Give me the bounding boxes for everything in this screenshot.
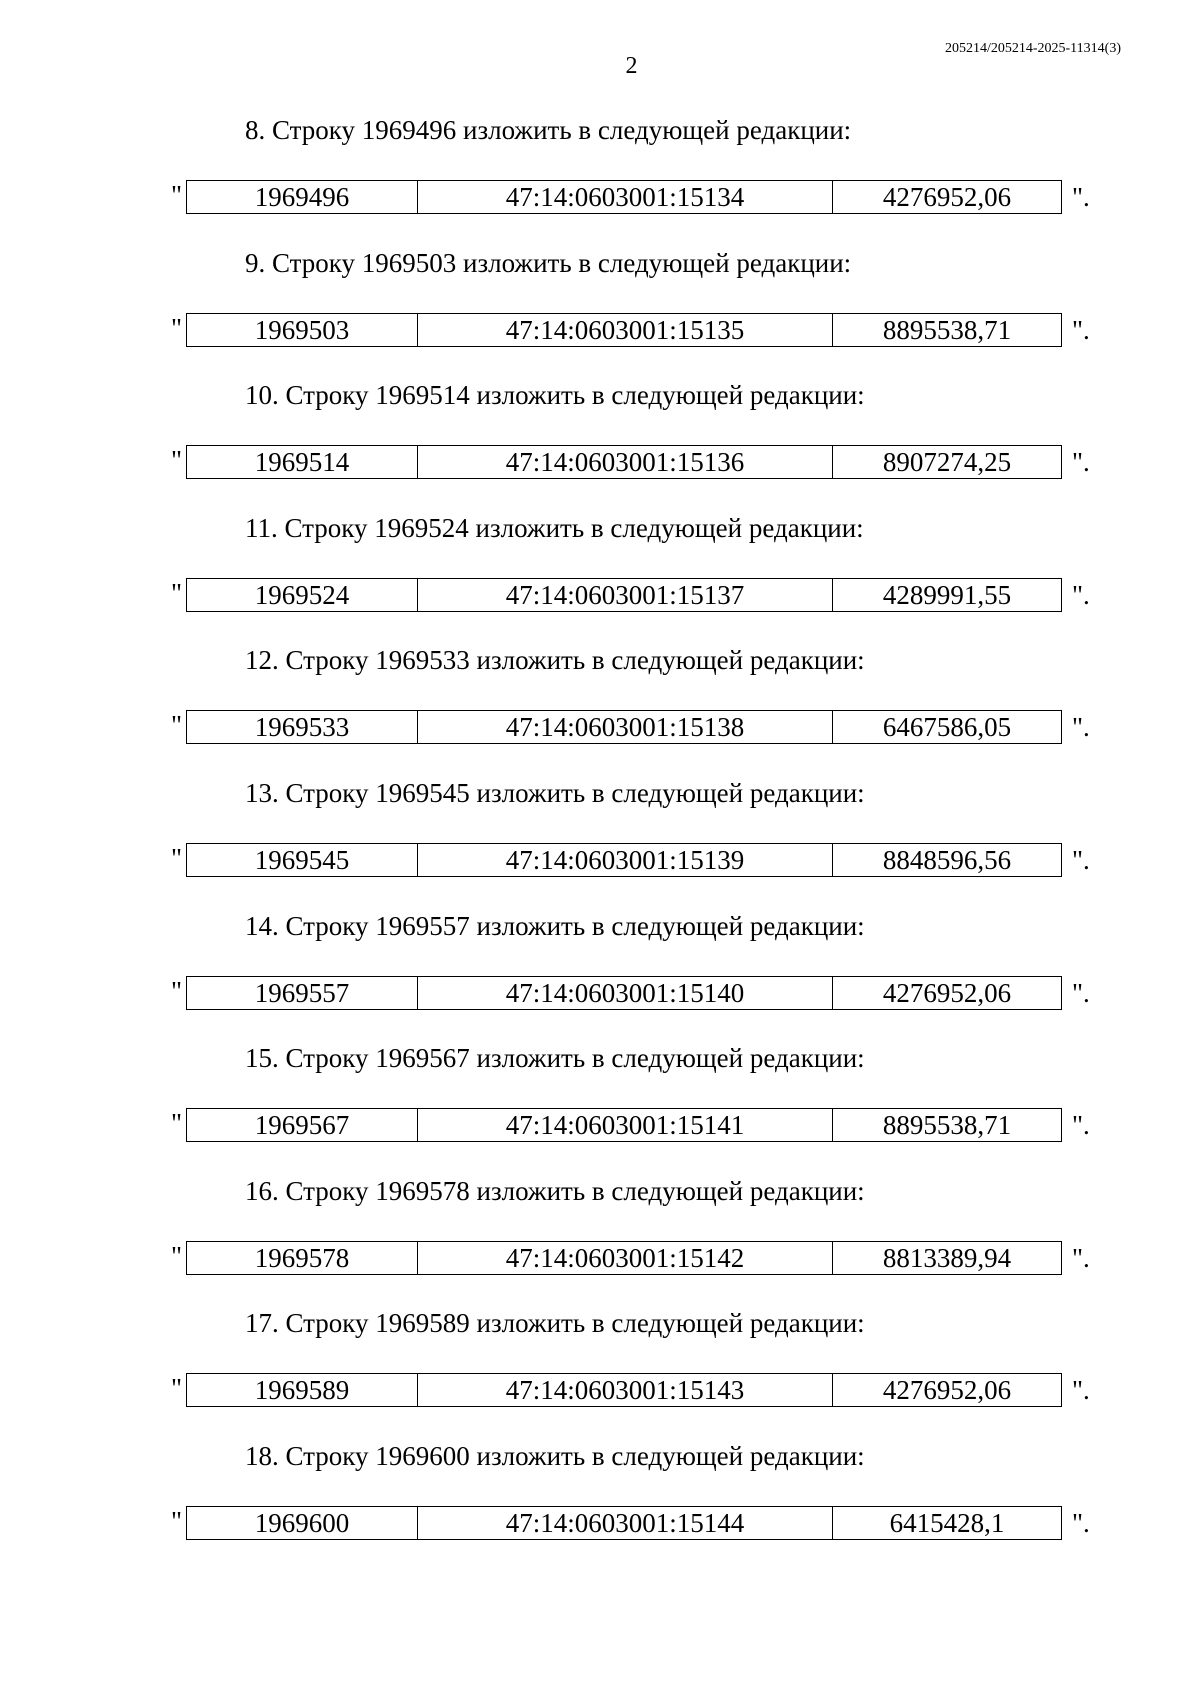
amendment-item (0, 244, 1200, 377)
row-number-cell: 1969600 (254, 1507, 350, 1538)
cadastral-value-cell: 8848596,56 (832, 844, 1061, 876)
cadastral-value-cell: 4289991,55 (832, 579, 1061, 611)
amendment-item (0, 376, 1200, 509)
row-number-cell: 1969578 (254, 1242, 350, 1273)
opening-quote: " (171, 180, 183, 210)
closing-quote: ". (1072, 1242, 1090, 1273)
amendment-item (0, 1304, 1200, 1437)
amendment-row-table (186, 1506, 1062, 1540)
cadastral-number-cell: 47:14:0603001:15135 (417, 314, 832, 346)
amendment-item (0, 1172, 1200, 1305)
document-id: 205214/205214-2025-11314(3) (944, 41, 1121, 56)
amendment-row-table (186, 843, 1062, 877)
cadastral-number-cell: 47:14:0603001:15136 (417, 446, 832, 478)
amendment-instruction: 16. Строку 1969578 изложить в следующей редакции: (245, 1175, 865, 1206)
opening-quote: " (171, 312, 183, 343)
cadastral-value-cell: 6467586,05 (832, 711, 1061, 743)
amendment-row-table (186, 1241, 1062, 1275)
amendment-instruction: 9. Строку 1969503 изложить в следующей редакции: (245, 247, 852, 278)
cadastral-value-cell: 4276952,06 (832, 181, 1061, 213)
closing-quote: ". (1072, 712, 1090, 743)
cadastral-number-cell: 47:14:0603001:15144 (417, 1507, 832, 1539)
amendment-instruction: 8. Строку 1969496 изложить в следующей редакции: (245, 115, 852, 145)
closing-quote: ". (1072, 579, 1090, 610)
opening-quote: " (171, 710, 183, 741)
opening-quote: " (171, 1240, 183, 1271)
amendment-row-table (186, 445, 1062, 479)
cadastral-number-cell: 47:14:0603001:15143 (417, 1374, 832, 1406)
amendment-row-table (186, 1373, 1062, 1407)
cadastral-number-cell: 47:14:0603001:15142 (417, 1242, 832, 1274)
opening-quote: " (171, 975, 183, 1006)
row-number-cell: 1969496 (254, 182, 350, 212)
cadastral-value-cell: 8895538,71 (832, 1109, 1061, 1141)
closing-quote: ". (1072, 1375, 1090, 1406)
amendment-row-table (186, 313, 1062, 347)
cadastral-number-cell: 47:14:0603001:15134 (417, 181, 832, 213)
cadastral-value-cell: 6415428,1 (832, 1507, 1061, 1539)
amendment-instruction: 18. Строку 1969600 изложить в следующей редакции: (245, 1440, 865, 1471)
amendment-item (0, 111, 1200, 244)
opening-quote: " (171, 445, 183, 476)
amendment-row-table (186, 180, 1062, 214)
amendment-row-table (186, 976, 1062, 1010)
amendment-row-table (186, 1108, 1062, 1142)
amendment-list (0, 111, 1200, 1570)
cadastral-number-cell: 47:14:0603001:15138 (417, 711, 832, 743)
cadastral-value-cell: 8895538,71 (832, 314, 1061, 346)
row-number-cell: 1969557 (254, 977, 350, 1008)
amendment-item (0, 907, 1200, 1040)
amendment-item (0, 509, 1200, 642)
amendment-instruction: 12. Строку 1969533 изложить в следующей редакции: (245, 645, 865, 676)
amendment-instruction: 15. Строку 1969567 изложить в следующей редакции: (245, 1043, 865, 1074)
closing-quote: ". (1072, 1110, 1090, 1141)
cadastral-value-cell: 8813389,94 (832, 1242, 1061, 1274)
cadastral-value-cell: 4276952,06 (832, 977, 1061, 1009)
cadastral-value-cell: 8907274,25 (832, 446, 1061, 478)
closing-quote: ". (1072, 182, 1090, 212)
amendment-item (0, 1437, 1200, 1570)
row-number-cell: 1969545 (254, 844, 350, 875)
amendment-instruction: 17. Строку 1969589 изложить в следующей редакции: (245, 1308, 865, 1339)
amendment-item (0, 641, 1200, 774)
amendment-item (0, 1039, 1200, 1172)
cadastral-number-cell: 47:14:0603001:15140 (417, 977, 832, 1009)
amendment-instruction: 11. Строку 1969524 изложить в следующей редакции: (245, 512, 864, 543)
row-number-cell: 1969514 (254, 447, 350, 478)
closing-quote: ". (1072, 447, 1090, 478)
closing-quote: ". (1072, 977, 1090, 1008)
cadastral-number-cell: 47:14:0603001:15141 (417, 1109, 832, 1141)
row-number-cell: 1969533 (254, 712, 350, 743)
row-number-cell: 1969503 (254, 314, 350, 345)
amendment-instruction: 10. Строку 1969514 изложить в следующей редакции: (245, 380, 865, 411)
closing-quote: ". (1072, 1507, 1090, 1538)
cadastral-number-cell: 47:14:0603001:15137 (417, 579, 832, 611)
opening-quote: " (171, 1505, 183, 1536)
row-number-cell: 1969589 (254, 1375, 350, 1406)
amendment-item (0, 774, 1200, 907)
opening-quote: " (171, 1373, 183, 1404)
row-number-cell: 1969524 (254, 579, 350, 610)
amendment-instruction: 14. Строку 1969557 изложить в следующей редакции: (245, 910, 865, 941)
amendment-row-table (186, 578, 1062, 612)
opening-quote: " (171, 577, 183, 608)
cadastral-value-cell: 4276952,06 (832, 1374, 1061, 1406)
opening-quote: " (171, 842, 183, 873)
row-number-cell: 1969567 (254, 1110, 350, 1141)
page-number: 2 (625, 53, 638, 79)
cadastral-number-cell: 47:14:0603001:15139 (417, 844, 832, 876)
amendment-row-table (186, 710, 1062, 744)
amendment-instruction: 13. Строку 1969545 изложить в следующей редакции: (245, 777, 865, 808)
opening-quote: " (171, 1108, 183, 1139)
closing-quote: ". (1072, 844, 1090, 875)
closing-quote: ". (1072, 314, 1090, 345)
